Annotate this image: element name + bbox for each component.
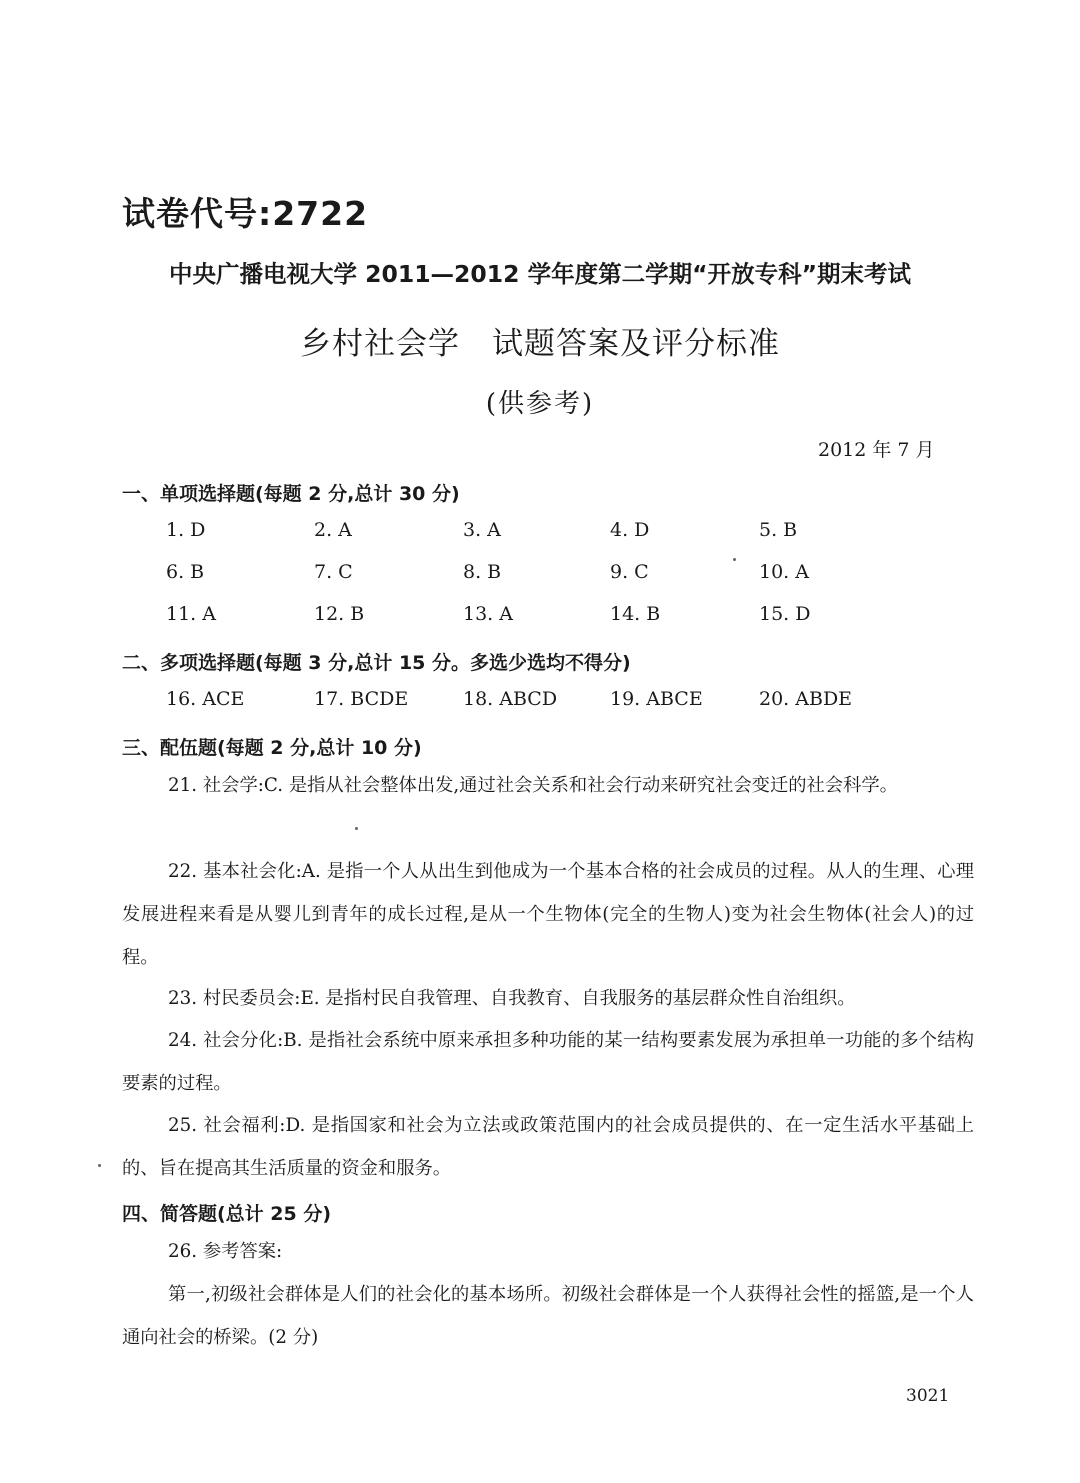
answer-item: 14. B [610,603,661,625]
university-exam-line: 中央广播电视大学 2011—2012 学年度第二学期“开放专科”期末考试 [168,260,912,288]
answer-row [166,688,926,718]
short-answer-paragraph: 第一,初级社会群体是人们的社会化的基本场所。初级社会群体是一个人获得社会性的摇篮,是一个人通向社会的桥梁。(2 分) [122,1284,974,1348]
answer-item: 19. ABCE [610,688,703,710]
matching-answer-24: 24. 社会分化:B. 是指社会系统中原来承担多种功能的某一结构要素发展为承担单一功能的多个结构要素的过程。 [122,1030,974,1094]
exam-date: 2012 年 7 月 [818,439,935,461]
answer-item: 2. A [314,519,352,541]
answer-row [166,561,926,591]
matching-answer-22: 22. 基本社会化:A. 是指一个人从出生到他成为一个基本合格的社会成员的过程。从人的生理、心理发展进程来看是从婴儿到青年的成长过程,是从一个生物体(完全的生物人)变为社会生物体(社会人)的过程。 [122,861,974,968]
answer-item: 16. ACE [166,688,245,710]
answer-item: 20. ABDE [759,688,853,710]
section-heading-single-choice: 一、单项选择题(每题 2 分,总计 30 分) [122,483,460,505]
answer-item: 12. B [314,603,365,625]
answer-item: 5. B [759,519,798,541]
answer-item: 10. A [759,561,809,583]
answer-item: 4. D [610,519,650,541]
answer-item: 8. B [463,561,502,583]
answer-item: 3. A [463,519,501,541]
answer-item: 1. D [166,519,206,541]
answer-row [166,519,926,549]
answer-item: 9. C [610,561,649,583]
answer-row [166,603,926,633]
scan-speck [733,558,736,561]
scan-speck [98,1164,101,1167]
matching-answer-23: 23. 村民委员会:E. 是指村民自我管理、自我教育、自我服务的基层群众性自治组织。 [168,988,856,1009]
answer-item: 13. A [463,603,513,625]
section-heading-multi-choice: 二、多项选择题(每题 3 分,总计 15 分。多选少选均不得分) [122,652,631,674]
answer-item: 11. A [166,603,216,625]
paper-code: 试卷代号:2722 [122,194,369,233]
answer-item: 18. ABCD [463,688,558,710]
reference-note: (供参考) [485,389,595,419]
answer-item: 17. BCDE [314,688,409,710]
answer-item: 15. D [759,603,811,625]
section-heading-matching: 三、配伍题(每题 2 分,总计 10 分) [122,737,422,759]
section-heading-short-answer: 四、简答题(总计 25 分) [122,1203,332,1225]
answer-item: 7. C [314,561,353,583]
scan-speck [355,827,358,830]
short-answer-label: 26. 参考答案: [168,1241,283,1262]
page-title: 乡村社会学 试题答案及评分标准 [300,326,780,362]
matching-answer-21: 21. 社会学:C. 是指从社会整体出发,通过社会关系和社会行动来研究社会变迁的社会科学。 [168,775,898,796]
page-number: 3021 [906,1386,950,1406]
matching-answer-25: 25. 社会福利:D. 是指国家和社会为立法或政策范围内的社会成员提供的、在一定生活水平基础上的、旨在提高其生活质量的资金和服务。 [122,1115,974,1179]
answer-item: 6. B [166,561,205,583]
